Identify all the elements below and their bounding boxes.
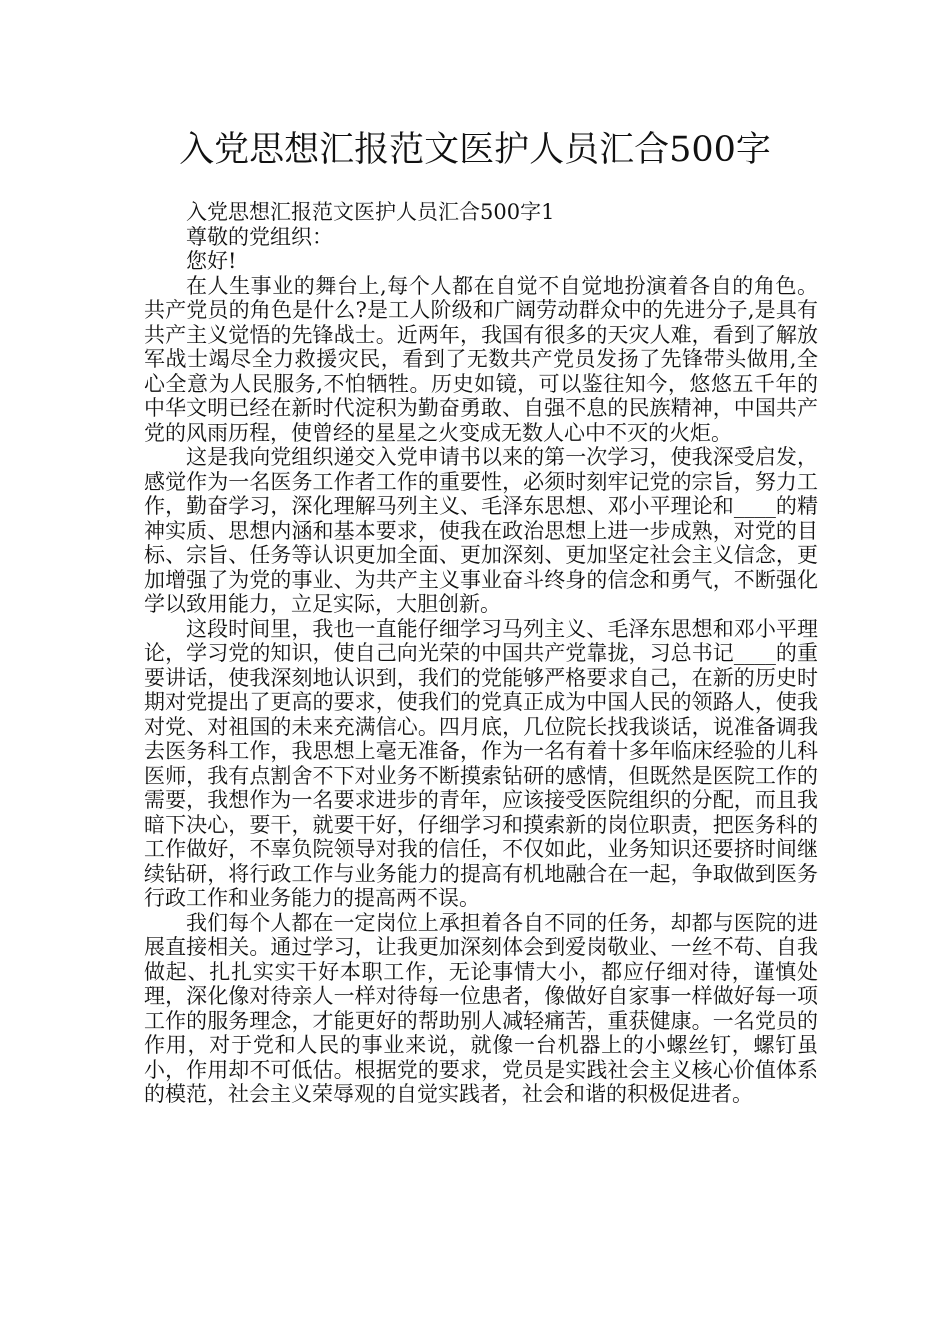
subtitle-line: 入党思想汇报范文医护人员汇合500字1 xyxy=(186,200,555,224)
greeting-line: 您好! xyxy=(186,249,237,273)
paragraph-3: 这段时间里，我也一直能仔细学习马列主义、毛泽东思想和邓小平理论，学习党的知识，使自己向光荣的中国共产党靠拢，习总书记____的重要讲话，使我深刻地认识到，我们的党能够严格要求自己，在新的历史时期对党提出了更高的要求，使我们的党真正成为中国人民的领路人，使我对党、对祖国的未来充满信心。四月底，几位院长找我谈话，说准备调我去医务科工作，我思想上毫无准备，作为一名有着十多年临床经验的儿科医师，我有点割舍不下对业务不断摸索钻研的感情，但既然是医院工作的需要，我想作为一名要求进步的青年，应该接受医院组织的分配，而且我暗下决心，要干，就要干好，仔细学习和摸索新的岗位职责，把医务科的工作做好，不辜负院领导对我的信任，不仅如此，业务知识还要挤时间继续钻研，将行政工作与业务能力的提高有机地融合在一起，争取做到医务行政工作和业务能力的提高两不误。 xyxy=(144,616,818,910)
paragraph-2: 这是我向党组织递交入党申请书以来的第一次学习，使我深受启发，感觉作为一名医务工作者工作的重要性，必须时刻牢记党的宗旨，努力工作，勤奋学习，深化理解马列主义、毛泽东思想、邓小平理论和____的精神实质、思想内涵和基本要求，使我在政治思想上进一步成熟，对党的目标、宗旨、任务等认识更加全面、更加深刻、更加坚定社会主义信念，更加增强了为党的事业、为共产主义事业奋斗终身的信念和勇气，不断强化学以致用能力，立足实际，大胆创新。 xyxy=(144,445,818,616)
paragraph-1: 在人生事业的舞台上,每个人都在自觉不自觉地扮演着各自的角色。共产党员的角色是什么?是工人阶级和广阔劳动群众中的先进分子,是具有共产主义觉悟的先锋战士。近两年，我国有很多的天灾人难，看到了解放军战士竭尽全力救援灾民，看到了无数共产党员发扬了先锋带头做用,全心全意为人民服务,不怕牺牲。历史如镜，可以鉴往知今，悠悠五千年的中华文明已经在新时代淀积为勤奋勇敢、自强不息的民族精神，中国共产党的风雨历程，使曾经的星星之火变成无数人心中不灭的火炬。 xyxy=(144,273,818,445)
document-title: 入党思想汇报范文医护人员汇合500字 xyxy=(179,130,771,170)
document-body xyxy=(144,200,818,1107)
paragraph-4: 我们每个人都在一定岗位上承担着各自不同的任务，却都与医院的进展直接相关。通过学习，让我更加深刻体会到爱岗敬业、一丝不苟、自我做起、扎扎实实干好本职工作，无论事情大小，都应仔细对待，谨慎处理，深化像对待亲人一样对待每一位患者，像做好自家事一样做好每一项工作的服务理念，才能更好的帮助别人减轻痛苦，重获健康。一名党员的作用，对于党和人民的事业来说，就像一台机器上的小螺丝钉，螺钉虽小，作用却不可低估。根据党的要求，党员是实践社会主义核心价值体系的模范，社会主义荣辱观的自觉实践者，社会和谐的积极促进者。 xyxy=(144,910,818,1106)
salutation-line: 尊敬的党组织： xyxy=(186,224,333,249)
